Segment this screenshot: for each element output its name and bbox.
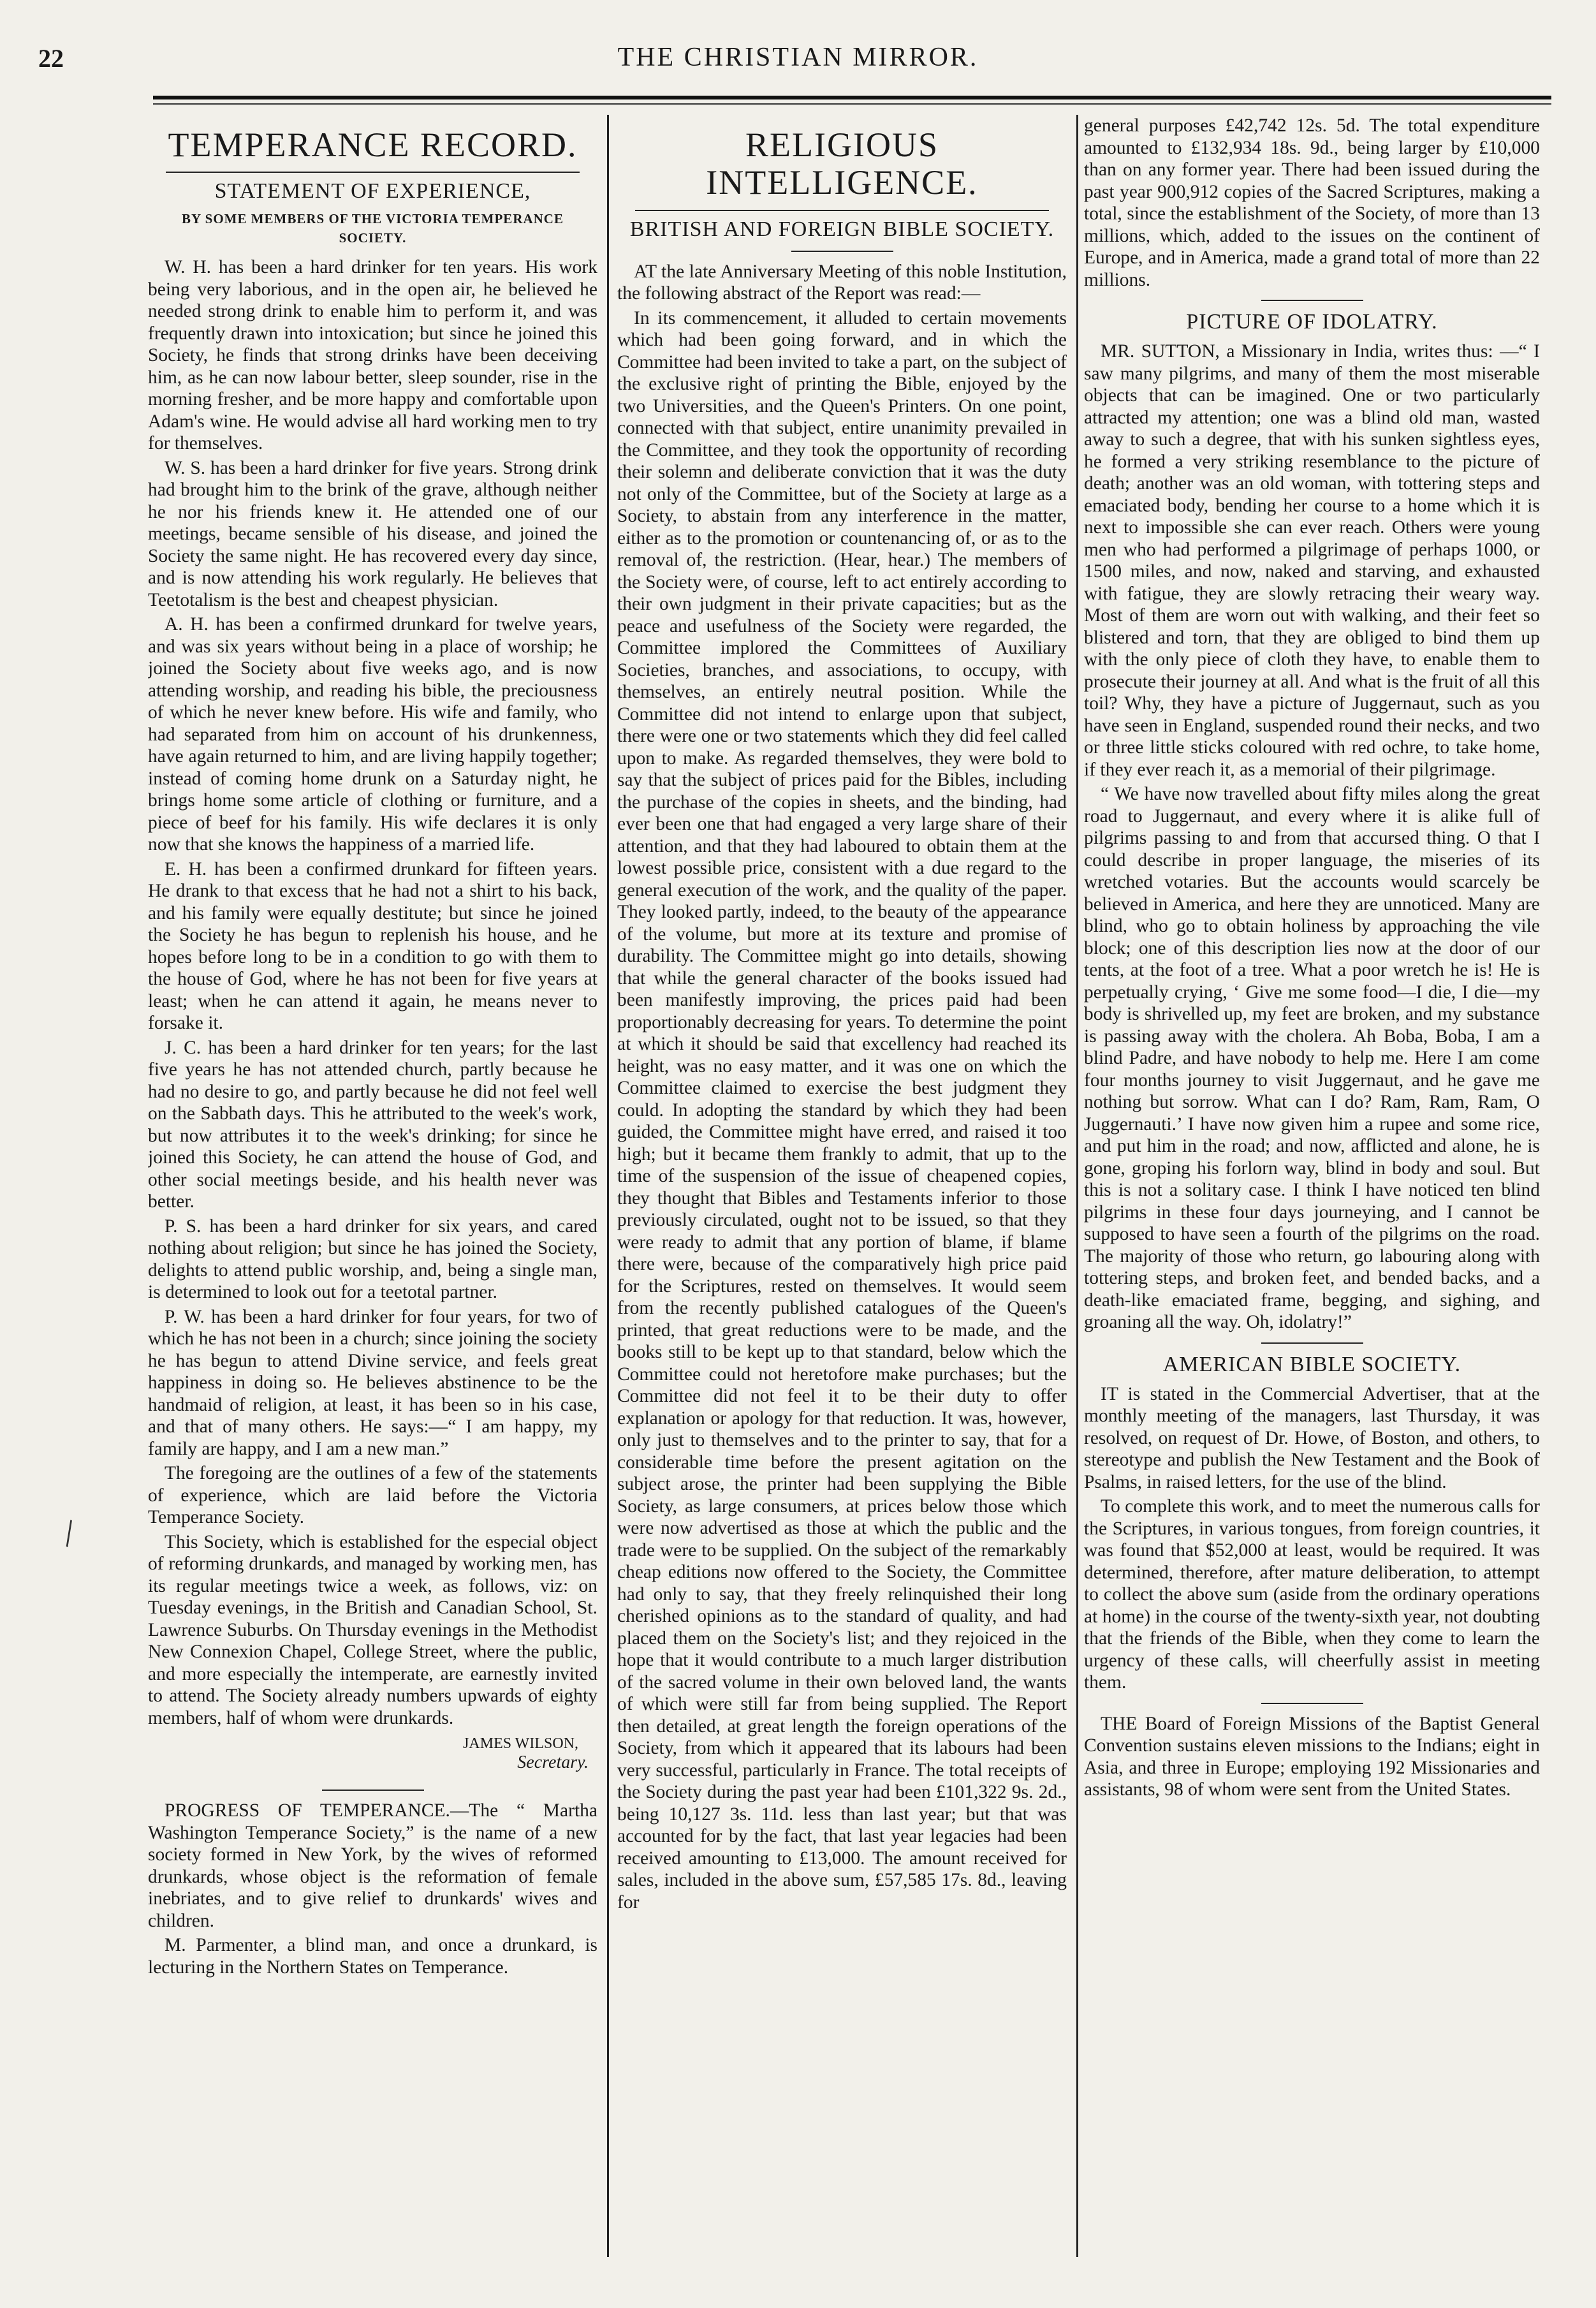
signature-name: JAMES WILSON, xyxy=(463,1735,578,1753)
divider xyxy=(166,172,580,173)
divider xyxy=(1261,1703,1363,1704)
article-title-statement: STATEMENT OF EXPERIENCE, xyxy=(214,179,531,203)
paragraph: P. S. has been a hard drinker for six years, and cared nothing about religion; but since he has joined the Society, delights to attend public worship, and, being a single man, is determined to look out for a teetotal partner. xyxy=(148,1216,597,1303)
running-head xyxy=(38,40,1558,84)
signature-title: Secretary. xyxy=(517,1753,589,1773)
divider xyxy=(322,1790,424,1791)
paragraph: In its commencement, it alluded to certain movements which had been going forward, and in which the Committee had been invited to take a part, on the subject of the exclusive right of printing the Bible, enjoyed by the two Universities, and the Queen's Printers. On one point, connected with that subject, entire unanimity prevailed in the Committee, and they took the opportunity of recording their solemn and deliberate conviction that it was the duty not only of the Committee, but of the Society at large as a Society, to abstain from any interference in the matter, either as to the promotion or countenancing of, or as to the removal of, the restriction. (Hear, hear.) The members of the Society were, of course, left to act entirely according to their own judgment in their private capacities; but as the peace and usefulness of the Society were regarded, the Committee implored the Committees of Auxiliary Societies, branches, and associations, to occupy, with themselves, an entirely neutral position. While the Committee did not intend to enlarge upon that subject, there were one or two statements which they did feel called upon to make. As regarded themselves, they were bold to say that the subject of prices paid for the Bibles, including the purchase of the copies in sheets, and the binding, had ever been one that had engaged a very large share of their attention, and that they had laboured to obtain them at the lowest possible price, consistent with a due regard to the general execution of the work, and the quality of the paper. They looked partly, indeed, to the beauty of the appearance of the volume, but more at its texture and promise of durability. The Committee might go into details, showing that while the general character of the books issued had been manifestly improving, the prices paid had been proportionably decreasing for years. To determine the point at which it should be said that excellency had reached its height, was no easy matter, and it was one on which the Committee claimed to exercise the best judgment they could. In adopting the standard by which they had been guided, the Committee might have erred, and raised it too high; but it became them frankly to admit, that up to the time of the suspension of the issue of cheapened copies, they thought that Bibles and Testaments inferior to those previously circulated, ought not to be issued, so that they were ready to admit that any portion of blame, if blame there were, because of the comparatively high price paid for the Scriptures, rested on themselves. It would seem from the recently published catalogues of the Queen's printed, that great reductions were to be made, and the books still to be kept up to that standard, below which the Committee could not heretofore make purchases; but the Committee did not feel it to be their duty to offer explanation or apology for that reduction. It was, however, only just to themselves and to the printer to say, that for a considerable time before the present agitation on the subject arose, the printer had been supplying the Bible Society, as large consumers, at prices below those which were now advertised as those at which the public and the trade were to be supplied. On the subject of the remarkably cheap editions now offered to the Society, the Committee had only to say, that they freely relinquished their long cherished opinions as to the standard of quality, and had placed them on the Society's list; and they rejoiced in the hope that it would contribute to a much larger distribution of the sacred volume in their own beloved land, the wants of which were still far from being supplied. The Report then detailed, at great length the foreign operations of the Society, from which it appeared that its labours had been very successful, particularly in France. The total receipts of the Society during the past year had been £101,322 9s. 2d., being 10,127 3s. 11d. less than last year; but that was accounted for by the fact, that last year legacies had been received amounting to £13,000. The amount received for sales, included in the above sum, £57,585 17s. 8d., leaving for xyxy=(617,307,1067,1913)
paragraph-baptist: THE Board of Foreign Missions of the Baptist General Convention sustains eleven missions to the Indians; eight in Asia, and three in Europe; employing 192 Missionaries and assistants, 98 of whom were sent from the United States. xyxy=(1084,1713,1540,1800)
column-temperance xyxy=(148,115,597,2257)
article-title-bible-society: BRITISH AND FOREIGN BIBLE SOCIETY. xyxy=(629,217,1055,241)
paragraph: P. W. has been a hard drinker for four years, for two of which he has not been in a church; since joining the society he has begun to attend Divine service, and feels great happiness in doing so. He believes abstinence to be the handmaid of religion, at least, it has been so in his case, and that of many others. He says:—“ I am happy, my family are happy, and I am a new man.” xyxy=(148,1306,597,1459)
paragraph: W. S. has been a hard drinker for five years. Strong drink had brought him to the brink of the grave, although neither he nor his friends knew it. He attended one of our meetings, became sensible of his disease, and joined the Society the same night. He has recovered every day since, and is now attending his work regularly. He believes that Teetotalism is the best and cheapest physician. xyxy=(148,457,597,610)
page-number: 22 xyxy=(38,44,64,73)
article-title-idolatry: PICTURE OF IDOLATRY. xyxy=(1186,310,1438,334)
paragraph: “ We have now travelled about fifty miles along the great road to Juggernaut, and every where it is alike full of pilgrims passing to and from that accursed thing. O that I could describe in proper language, the miseries of its wretched votaries. But the accounts would scarcely be believed in America, and here they are unnoticed. Many are blind, who go to obtain holiness by approaching the vile block; one of this description lies now at the door of our tents, at the foot of a tree. What a poor wretch he is! He is perpetually crying, ‘ Give me some food—I die, I die—my body is shrivelled up, my feet are broken, and my substance is passing away with the cholera. Ah Boba, Boba, I am a blind Padre, and have nobody to help me. Here I am come four months journey to visit Juggernaut, and he gave me nothing but sorrow. What can I do? Ram, Ram, Ram, O Juggernauti.’ I have now given him a rupee and some rice, and put him in the road; and now, afflicted and alone, he is gone, groping his forlorn way, blind in body and soul. But this is not a solitary case. I think I have noticed ten blind pilgrims in these four days journeying, and I cannot be supposed to have seen a fourth of the pilgrims on the road. The majority of those who return, go labouring along with tottering steps, and broken feet, and bended backs, and a death-like emaciated frame, begging, and sighing, and groaning all the way. Oh, idolatry!” xyxy=(1084,784,1540,1332)
paragraph: E. H. has been a confirmed drunkard for fifteen years. He drank to that excess that he had not a shirt to his back, and his family were equally destitute; but since he joined the Society he has begun to replenish his house, and he hopes before long to be in a condition to go with them to the house of God, where he has not been for five years at least; when he can attend it again, he means never to forsake it. xyxy=(148,858,597,1034)
paragraph: To complete this work, and to meet the numerous calls for the Scriptures, in various tongues, from foreign countries, it was found that $52,000 at least, would be required. It was determined, therefore, after mature deliberation, to attempt to collect the above sum (aside from the ordinary operations at home) in the course of the twenty-sixth year, not doubting that the friends of the Bible, when they come to learn the urgency of these calls, will cheerfully assist in meeting them. xyxy=(1084,1496,1540,1693)
section-title-religious: RELIGIOUS INTELLIGENCE. xyxy=(706,126,978,202)
article-title-american-bible-society: AMERICAN BIBLE SOCIETY. xyxy=(1162,1352,1461,1376)
column-divider xyxy=(1076,115,1078,2257)
paragraph: J. C. has been a hard drinker for ten years; for the last five years he has not attended church, partly because he had no desire to go, and partly because he did not feel well on the Sabbath days. This he attributed to the week's work, but now attributes it to the week's drinking; for since he joined this Society, he can attend the house of God, and other social meetings beside, and his health never was better. xyxy=(148,1037,597,1212)
paragraph: IT is stated in the Commercial Advertiser, that at the monthly meeting of the managers, last Thursday, it was resolved, on request of Dr. Howe, of Boston, and others, to stereotype and publish the New Testament and the Book of Psalms, in raised letters, for the use of the blind. xyxy=(1084,1383,1540,1492)
divider xyxy=(791,251,893,252)
paragraph: A. H. has been a confirmed drunkard for twelve years, and was six years without being in a place of worship; he joined the Society about five weeks ago, and is now attending worship, and reading his bible, the preciousness of which he never knew before. His wife and family, who had separated from him on account of his drunkenness, have again returned to him, and are living happily together; instead of coming home drunk on a Saturday night, he brings home some article of clothing or furniture, and a piece of beef for his family. His wife declares it is only now that she knows the happiness of a married life. xyxy=(148,614,597,855)
paragraph: MR. SUTTON, a Missionary in India, writes thus: —“ I saw many pilgrims, and many of them the most miserable objects that can be imagined. One or two particularly attracted my attention; one was a blind old man, wasted away to such a degree, that with his sunken sightless eyes, he formed a very striking resemblance to the picture of death; another was an old woman, with tottering steps and emaciated body, bending her course to a home which it is next to impossible she can ever reach. Others were young men who had performed a pilgrimage of perhaps 1000, or 1500 miles, and now, naked and starving, and exhausted with fatigue, they are slowly retracing their weary way. Most of them are worn out with walking, and their feet so blistered and torn, that they are obliged to bind them up with the only piece of cloth they have, to enable them to prosecute their journey at all. And what is the fruit of all this toil? Why, they have a picture of Juggernaut, such as you have seen in England, suspended round their necks, and two or three little sticks coloured with red ochre, to take home, if they ever reach it, as a memorial of their pilgrimage. xyxy=(1084,341,1540,780)
paragraph-progress: PROGRESS OF TEMPERANCE.—The “ Martha Washington Temperance Society,” is the name of a new society formed in New York, by the wives of reformed drunkards, whose object is the reformation of female inebriates, and to give relief to drunkards' wives and children. xyxy=(148,1800,597,1931)
paragraph: W. H. has been a hard drinker for ten years. His work being very laborious, and in the open air, he believed he needed strong drink to enable him to perform it, and was frequently drawn into intoxication; but since he joined this Society, he finds that strong drinks have been deceiving him, as he can now labour better, sleep sounder, rise in the morning fresher, and be more happy and comfortable upon Adam's wine. He would advise all hard working men to try for themselves. xyxy=(148,257,597,454)
header-rule-thin xyxy=(153,103,1551,105)
margin-pencil-mark: \ xyxy=(54,1512,84,1555)
paragraph: AT the late Anniversary Meeting of this noble Institution, the following abstract of the Report was read:— xyxy=(617,261,1067,304)
divider xyxy=(1261,1342,1363,1344)
column-three xyxy=(1084,115,1540,2257)
section-title-temperance: TEMPERANCE RECORD. xyxy=(168,126,578,164)
paragraph-progress: M. Parmenter, a blind man, and once a drunkard, is lecturing in the Northern States on Temperance. xyxy=(148,1935,597,1978)
header-rule-thick xyxy=(153,96,1551,99)
divider xyxy=(635,210,1049,211)
column-religious-intelligence xyxy=(617,115,1067,2257)
byline: BY SOME MEMBERS OF THE VICTORIA TEMPERANCE SOCIETY. xyxy=(182,211,564,246)
column-divider xyxy=(607,115,609,2257)
paragraph: This Society, which is established for the especial object of reforming drunkards, and managed by working men, has its regular meetings twice a week, as follows, viz: on Tuesday evenings, in the British and Canadian School, St. Lawrence Suburbs. On Thursday evenings in the Methodist New Connexion Chapel, College Street, where the public, and more especially the intemperate, are earnestly invited to attend. The Society already numbers upwards of eighty members, half of whom were drunkards. xyxy=(148,1531,597,1728)
paragraph-continuation: general purposes £42,742 12s. 5d. The total expenditure amounted to £132,934 18s. 9d., being larger by £10,000 than on any former year. There had been issued during the past year 900,912 copies of the Sacred Scriptures, making a total, since the establishment of the Society, of more than 13 millions, which, added to the issues on the continent of Europe, and in America, made a grand total of more than 22 millions. xyxy=(1084,115,1540,290)
journal-title: THE CHRISTIAN MIRROR. xyxy=(617,43,979,72)
paragraph: The foregoing are the outlines of a few of the statements of experience, which are laid before the Victoria Temperance Society. xyxy=(148,1463,597,1528)
divider xyxy=(1261,300,1363,301)
